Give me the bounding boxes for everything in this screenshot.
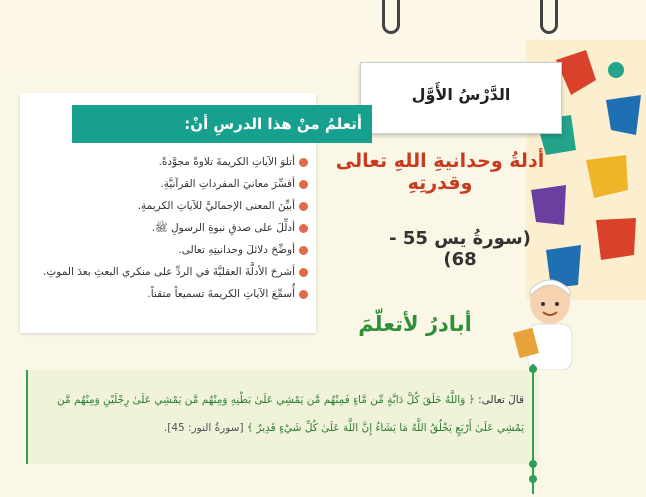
bullet-icon	[299, 202, 308, 211]
list-item: أوضِّحَ دلائلَ وحدانيتِهِ تعالى.	[28, 239, 308, 261]
verse-line-2	[164, 422, 524, 434]
hanger-hook-right	[540, 0, 558, 34]
lesson-number: الدَّرْسُ الأَوَّل	[411, 85, 511, 104]
student-illustration	[510, 278, 582, 370]
verse-text-2: يَمْشِي عَلَىٰ أَرْبَعٍ يَخْلُقُ اللَّهُ مَا يَشَاءُ إِنَّ اللَّهَ عَلَىٰ كُلِّ شَيْءٍ قَدِيرٌ ﴾	[246, 422, 524, 434]
verse-box	[26, 370, 538, 464]
list-item: أتلوَ الآياتِ الكريمةَ تلاوةً مجوَّدةً.	[28, 151, 308, 173]
verse-line-1	[57, 394, 524, 406]
verse-intro: قالَ تعالى:	[478, 394, 524, 406]
list-item: أشرحَ الأدلَّةَ العقليَّةَ في الردِّ على منكري البعثِ بعدَ الموتِ.	[28, 261, 308, 283]
lesson-number-card	[360, 62, 562, 134]
dotted-connector	[528, 364, 538, 494]
list-item: أدلِّلَ على صدقِ نبوةِ الرسولِ ﷺ.	[28, 217, 308, 239]
list-item: أُسمِّعَ الآياتِ الكريمةَ تسميعاً متقناً.	[28, 283, 308, 305]
bullet-icon	[299, 268, 308, 277]
objectives-list	[28, 151, 308, 305]
bullet-icon	[299, 224, 308, 233]
lesson-title: أدلةُ وحدانيةِ اللهِ تعالى وقدرتِهِ	[335, 150, 545, 194]
bullet-icon	[299, 158, 308, 167]
bullet-icon	[299, 180, 308, 189]
objectives-panel	[20, 93, 362, 333]
list-item: أفسِّرَ معانيَ المفرداتِ القرآنيَّةِ.	[28, 173, 308, 195]
objectives-header: أتعلمُ منْ هذا الدرسِ أنْ:	[72, 105, 372, 143]
abadir-heading: أبادرُ لأتعلّمَ	[358, 312, 472, 336]
verse-text-1: ﴿ وَاللَّهُ خَلَقَ كُلَّ دَابَّةٍ مِّن مَّاءٍ فَمِنْهُم مَّن يَمْشِي عَلَىٰ بَطْنِهِ وَمِنْهُم مَّن يَمْشِي عَلَىٰ رِجْلَيْنِ وَمِنْهُم مَّن	[57, 394, 475, 406]
surah-reference: (سورةُ يس 55 - 68)	[389, 228, 531, 270]
list-item: أبيِّنَ المعنى الإجماليَّ للآياتِ الكريمةِ.	[28, 195, 308, 217]
hanger-hook-left	[382, 0, 400, 34]
bullet-icon	[299, 246, 308, 255]
verse-reference: [سورةُ النور: 45].	[163, 422, 244, 434]
bullet-icon	[299, 290, 308, 299]
